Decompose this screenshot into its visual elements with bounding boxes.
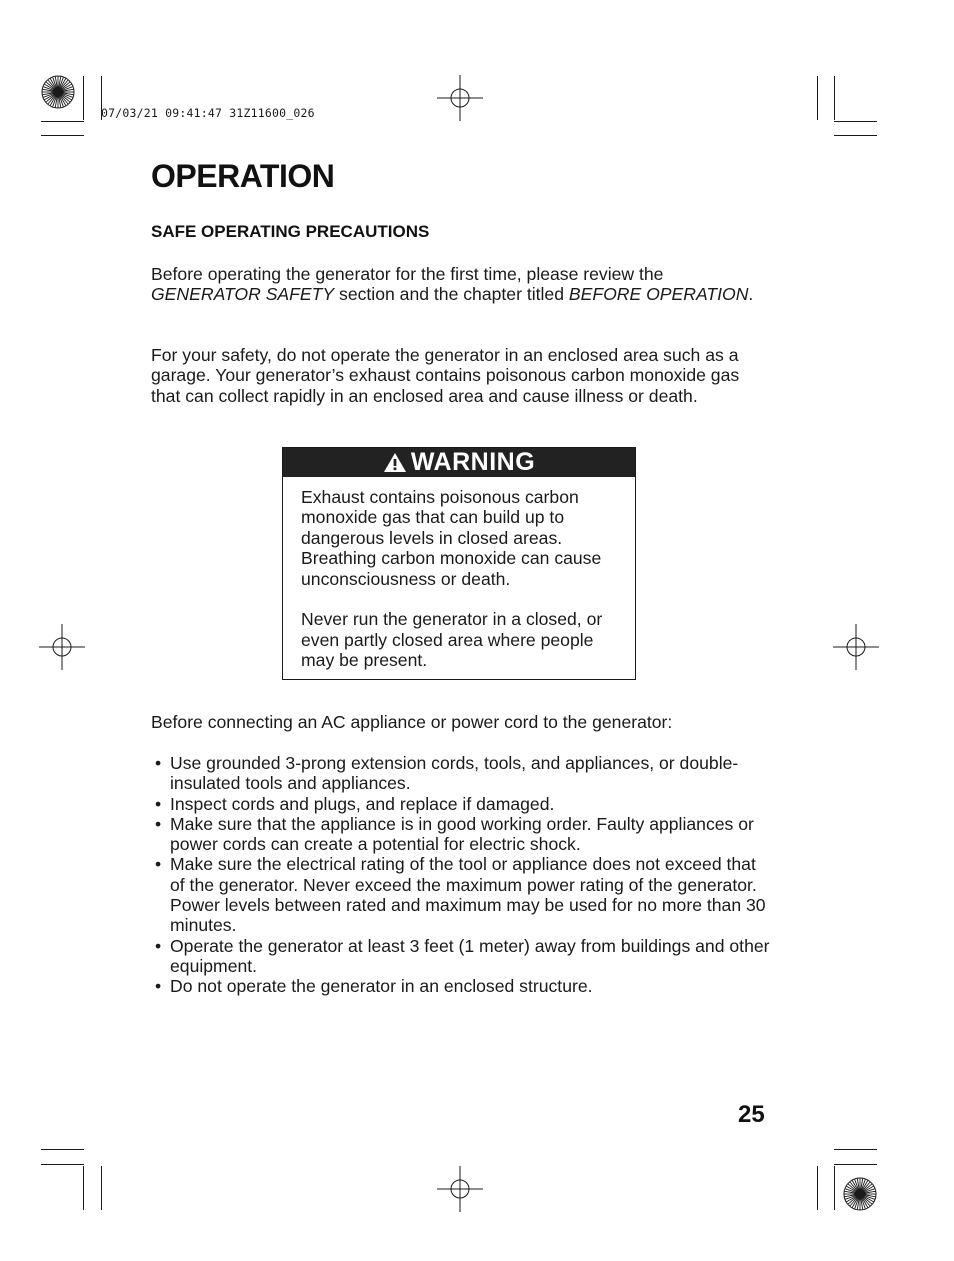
warning-box [282,447,636,680]
bullet-icon: • [155,854,162,875]
intro-text: . [748,284,754,305]
warning-paragraph: Exhaust contains poisonous carbon monoxide gas that can build up to dangerous levels in closed areas. Breathing carbon monoxide can cause unconsciousness or death. [301,487,602,589]
crop-mark [101,1166,102,1210]
crop-mark [817,76,818,120]
warning-header [283,448,635,477]
crop-mark [83,1166,84,1210]
crop-mark [41,121,84,122]
registration-crosshair-icon [437,1166,483,1212]
crop-mark [817,1166,818,1210]
sunburst-registration-icon [843,1177,877,1211]
safety-paragraph: For your safety, do not operate the generator in an enclosed area such as a garage. Your generator’s exhaust contains poisonous carbon monoxide gas that can collect rapidly in an enclosed area and cause illness or death. [151,345,740,406]
intro-text: Before operating the generator for the first time, please review the [151,264,664,284]
before-operation-reference: BEFORE OPERATION [568,284,749,305]
crop-mark [834,1164,877,1165]
bullet-icon: • [155,793,162,814]
page-title: OPERATION [151,158,335,194]
list-item [155,976,775,996]
intro-paragraph [151,264,771,305]
warning-label: WARNING [410,448,536,476]
crop-mark [834,135,877,136]
list-item-text: Do not operate the generator in an enclosed structure. [170,976,593,997]
warning-paragraph: Never run the generator in a closed, or even partly closed area where people may be present. [301,609,603,671]
list-item [155,936,775,977]
list-item [155,794,775,814]
crop-mark [834,1166,835,1210]
list-item-text: Make sure that the appliance is in good working order. Faulty appliances or power cords can create a potential for electric shock. [170,813,754,855]
registration-crosshair-icon [39,624,85,670]
print-slug: 07/03/21 09:41:47 31Z11600_026 [101,106,315,120]
crop-mark [834,1149,877,1150]
crop-mark [41,135,84,136]
list-item-text: Use grounded 3-prong extension cords, tools, and appliances, or double-insulated tools and appliances. [170,753,739,794]
connect-intro: Before connecting an AC appliance or power cord to the generator: [151,712,673,732]
crop-mark [834,76,835,120]
list-item [155,814,775,855]
intro-text: section and the chapter titled [334,284,569,305]
list-item [155,854,775,935]
crop-mark [41,1164,84,1165]
list-item-text: Make sure the electrical rating of the tool or appliance does not exceed that of the generator. Never exceed the maximum power rating of the generator. Power levels between rated and maximum may be used for no more than 30 minutes. [170,854,766,936]
bullet-icon: • [155,813,162,834]
sunburst-registration-icon [41,75,75,109]
crop-mark [41,1149,84,1150]
bullet-icon: • [155,935,162,956]
precaution-list [155,753,775,997]
warning-body [283,477,635,671]
bullet-icon: • [155,753,162,773]
crop-mark [834,121,877,122]
list-item-text: Operate the generator at least 3 feet (1 meter) away from buildings and other equipment. [170,935,770,976]
crop-mark [83,76,84,120]
list-item-text: Inspect cords and plugs, and replace if damaged. [170,793,555,814]
page-number: 25 [738,1101,765,1128]
generator-safety-reference: GENERATOR SAFETY [151,284,335,305]
registration-crosshair-icon [833,624,879,670]
warning-triangle-icon [383,452,407,473]
registration-crosshair-icon [437,75,483,121]
list-item [155,753,775,794]
section-heading: SAFE OPERATING PRECAUTIONS [151,222,430,241]
bullet-icon: • [155,976,162,997]
